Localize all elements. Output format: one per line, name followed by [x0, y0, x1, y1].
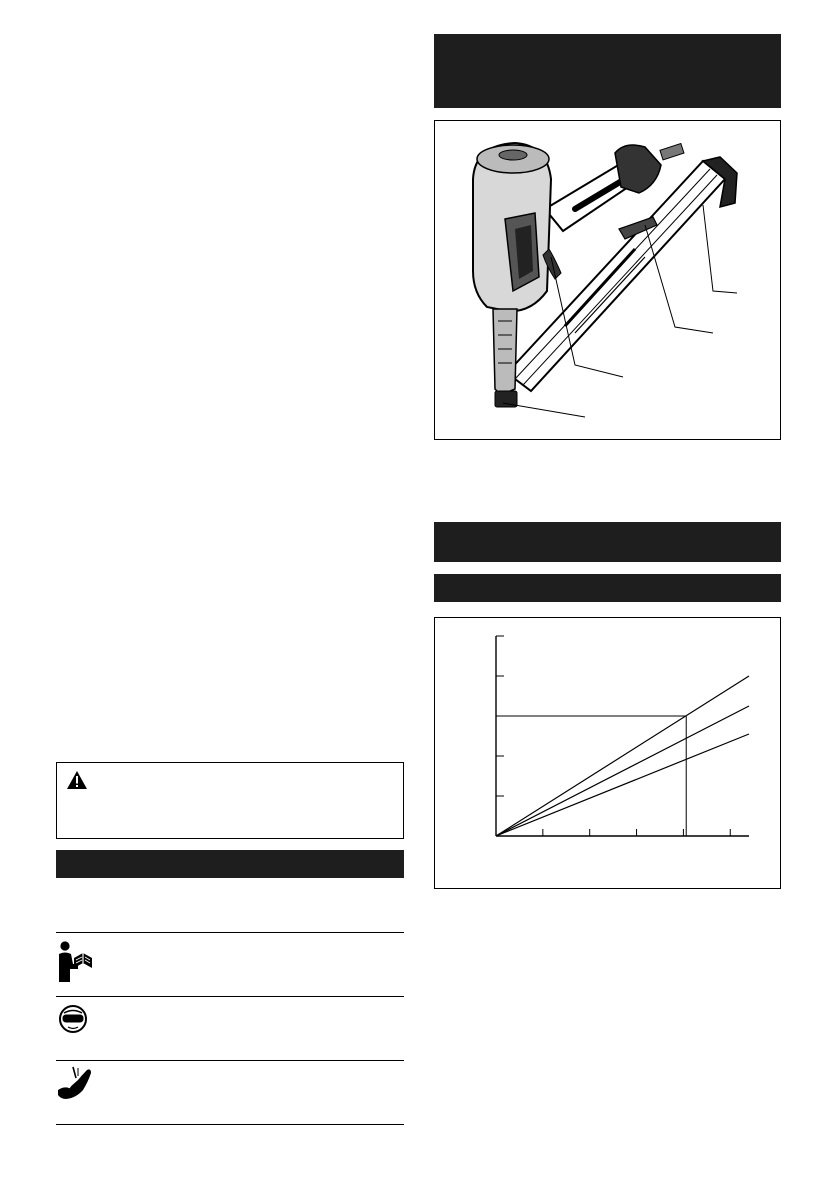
read-manual-icon [56, 940, 96, 984]
specifications-section-header [434, 522, 781, 562]
parts-section-header [434, 34, 781, 108]
tool-figure-frame [434, 120, 781, 440]
symbols-divider-3 [56, 1060, 404, 1061]
air-consumption-chart [435, 618, 780, 888]
pneumatic-nailer-illustration [435, 121, 780, 439]
chart-series-line-2 [496, 706, 749, 836]
chart-series-line-1 [496, 676, 749, 836]
chart-series-line-3 [496, 734, 749, 836]
symbols-divider-2 [56, 996, 404, 997]
symbols-divider-4 [56, 1124, 404, 1125]
air-consumption-chart-frame [434, 617, 781, 889]
air-consumption-subheader [434, 574, 781, 602]
keep-hands-away-icon [56, 1066, 96, 1106]
symbols-divider-1 [56, 932, 404, 933]
warning-triangle-icon [66, 770, 88, 790]
symbols-section-header [56, 850, 404, 878]
warning-box [56, 762, 404, 839]
safety-goggles-icon [58, 1004, 88, 1034]
